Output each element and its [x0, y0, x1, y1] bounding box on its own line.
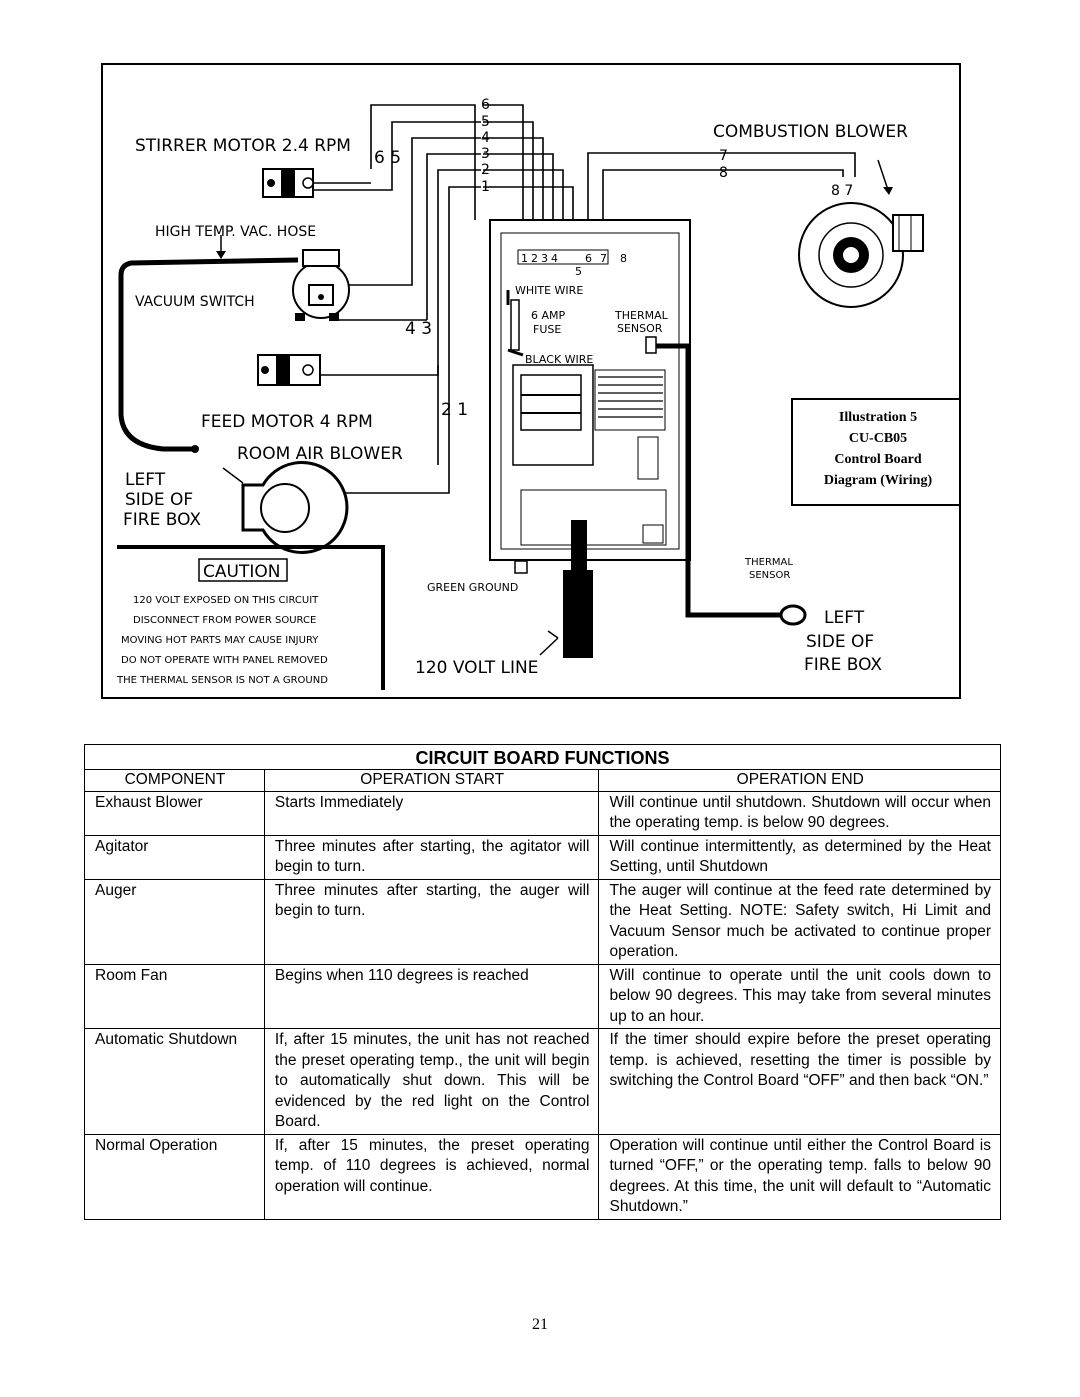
- caution-line-4: DO NOT OPERATE WITH PANEL REMOVED: [121, 655, 328, 666]
- circuit-board-functions-table: [84, 769, 1001, 1220]
- table-row: [85, 1029, 1001, 1135]
- wire-number-6: 6: [481, 97, 490, 113]
- cell-operation-start: Three minutes after starting, the agitator will begin to turn.: [264, 835, 599, 879]
- feed-motor-label: FEED MOTOR 4 RPM: [201, 412, 373, 432]
- thermal-sensor-lower-label-a: THERMAL: [745, 557, 793, 568]
- left-side-label-2c: FIRE BOX: [804, 655, 883, 675]
- cell-component: Normal Operation: [85, 1134, 265, 1219]
- wire-number-4: 4: [481, 130, 490, 146]
- header-operation-end: OPERATION END: [599, 770, 1001, 792]
- combustion-blower-icon: [799, 203, 923, 307]
- cell-component: Room Fan: [85, 964, 265, 1029]
- thermal-sensor-lower-label-b: SENSOR: [749, 570, 791, 581]
- illustration-caption: [791, 398, 961, 506]
- terminal-2: 2: [531, 252, 538, 265]
- vacuum-switch-label: VACUUM SWITCH: [135, 294, 255, 310]
- wire-number-2: 2: [481, 162, 490, 178]
- thermal-sensor-board-label-a: THERMAL: [615, 309, 668, 322]
- feed-motor-icon: [258, 355, 320, 385]
- wire-number-1: 1: [481, 179, 490, 195]
- caution-line-2: DISCONNECT FROM POWER SOURCE: [133, 615, 317, 626]
- green-ground-label: GREEN GROUND: [427, 581, 519, 594]
- illustration-type: Diagram (Wiring): [823, 473, 933, 488]
- blower-wire-8-label: 8: [719, 165, 728, 181]
- wire-number-3: 3: [481, 146, 490, 162]
- cell-operation-start: Three minutes after starting, the auger will begin to turn.: [264, 879, 599, 964]
- stirrer-motor-icon: [263, 169, 313, 197]
- page-number: 21: [532, 1316, 548, 1333]
- caution-title: CAUTION: [203, 562, 281, 582]
- caution-line-1: 120 VOLT EXPOSED ON THIS CIRCUIT: [133, 595, 319, 606]
- table-row: [85, 835, 1001, 879]
- caution-line-3: MOVING HOT PARTS MAY CAUSE INJURY: [121, 635, 319, 646]
- cell-operation-end: Will continue until shutdown. Shutdown will occur when the operating temp. is below 90 degrees.: [599, 791, 1001, 835]
- illustration-model: CU-CB05: [848, 431, 908, 446]
- stirrer-wires-label: 6 5: [374, 148, 402, 168]
- table-title: CIRCUIT BOARD FUNCTIONS: [84, 744, 1001, 769]
- terminal-6: 6: [585, 252, 592, 265]
- cell-operation-start: If, after 15 minutes, the preset operating temp. of 110 degrees is achieved, normal operation will continue.: [264, 1134, 599, 1219]
- vacuum-switch-icon: [293, 250, 349, 321]
- caution-line-5: THE THERMAL SENSOR IS NOT A GROUND: [117, 675, 328, 686]
- terminal-1: 1: [521, 252, 528, 265]
- wire-number-5: 5: [481, 114, 490, 130]
- header-component: COMPONENT: [85, 770, 265, 792]
- wiring-diagram-drawing: [103, 65, 961, 699]
- volt-line-label: 120 VOLT LINE: [415, 658, 539, 678]
- high-temp-hose-label: HIGH TEMP. VAC. HOSE: [155, 224, 317, 240]
- left-side-label-2b: SIDE OF: [806, 632, 875, 652]
- cell-operation-end: If the timer should expire before the preset operating temp. is achieved, resetting the timer is possible by switching the Control Board “OFF” and then back “ON.”: [599, 1029, 1001, 1135]
- table-row: [85, 964, 1001, 1029]
- terminal-5: 5: [575, 265, 582, 278]
- cell-operation-end: The auger will continue at the feed rate determined by the Heat Setting. NOTE: Safety switch, Hi Limit and Vacuum Sensor much be activated to continue proper operation.: [599, 879, 1001, 964]
- thermal-sensor-board-label-b: SENSOR: [617, 322, 663, 335]
- left-side-label-2a: LEFT: [824, 608, 865, 628]
- cell-operation-end: Operation will continue until either the Control Board is turned “OFF,” or the operating temp. falls to below 90 degrees. At this time, the unit will default to “Automatic Shutdown.”: [599, 1134, 1001, 1219]
- left-side-label-1b: SIDE OF: [125, 490, 194, 510]
- table-row: [85, 879, 1001, 964]
- white-wire-label: WHITE WIRE: [515, 284, 584, 297]
- control-board-box: [490, 220, 690, 560]
- cell-component: Automatic Shutdown: [85, 1029, 265, 1135]
- header-operation-start: OPERATION START: [264, 770, 599, 792]
- blower-wire-7-label: 7: [719, 148, 728, 164]
- wiring-diagram: [101, 63, 961, 699]
- fuse-label-a: 6 AMP: [531, 309, 566, 322]
- combustion-blower-label: COMBUSTION BLOWER: [713, 122, 908, 142]
- cell-component: Agitator: [85, 835, 265, 879]
- illustration-subject: Control Board: [834, 452, 922, 467]
- feed-wires-label: 2 1: [441, 400, 469, 420]
- terminal-7: 7: [600, 252, 607, 265]
- cell-operation-start: If, after 15 minutes, the unit has not reached the preset operating temp., the unit will begin to automatically shut down. This will be evidenced by the red light on the Control Board.: [264, 1029, 599, 1135]
- blower-unit-wires-label: 8 7: [831, 183, 854, 199]
- room-air-blower-icon: [243, 463, 347, 553]
- black-wire-label: BLACK WIRE: [525, 353, 594, 366]
- terminal-8: 8: [620, 252, 627, 265]
- terminal-4: 4: [551, 252, 558, 265]
- cell-component: Auger: [85, 879, 265, 964]
- illustration-number: Illustration 5: [838, 410, 918, 425]
- cell-operation-end: Will continue intermittently, as determined by the Heat Setting, until Shutdown: [599, 835, 1001, 879]
- fuse-label-b: FUSE: [533, 323, 562, 336]
- left-side-label-1c: FIRE BOX: [123, 510, 202, 530]
- table-row: [85, 791, 1001, 835]
- cell-operation-start: Starts Immediately: [264, 791, 599, 835]
- room-air-blower-label: ROOM AIR BLOWER: [237, 444, 403, 464]
- cell-operation-end: Will continue to operate until the unit cools down to below 90 degrees. This may take from several minutes up to an hour.: [599, 964, 1001, 1029]
- table-row: [85, 1134, 1001, 1219]
- left-side-label-1a: LEFT: [125, 470, 166, 490]
- cell-operation-start: Begins when 110 degrees is reached: [264, 964, 599, 1029]
- cell-component: Exhaust Blower: [85, 791, 265, 835]
- terminal-3: 3: [541, 252, 548, 265]
- stirrer-motor-label: STIRRER MOTOR 2.4 RPM: [135, 136, 351, 156]
- vacuum-wires-label: 4 3: [405, 319, 433, 339]
- table-header-row: [85, 770, 1001, 792]
